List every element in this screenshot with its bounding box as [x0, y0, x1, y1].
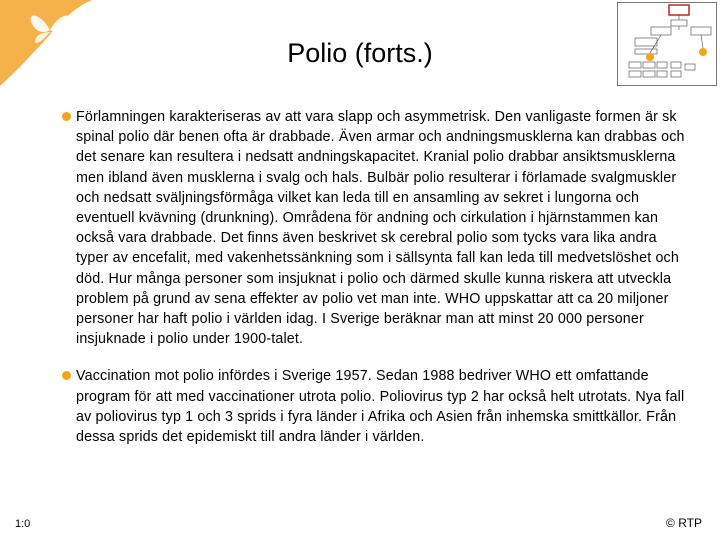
slide-title: Polio (forts.)	[287, 38, 433, 68]
slide-number: 1:0	[15, 518, 31, 530]
bullet-item	[62, 366, 687, 447]
bullet-dot-icon	[62, 371, 71, 380]
bullet-list	[62, 107, 687, 464]
bullet-text: Förlamningen karakteriseras av att vara slapp och asymmetrisk. Den vanligaste formen är sk spinal polio där benen ofta är drabbade. Även armar och andningsmusklerna kan drabbas och det senare kan resultera i nedsatt andningskapacitet. Kranial polio drabbar ansiktsmusklerna men ibland även musklerna i svalg och hals. Bulbär polio resulterar i förlamade svalgmuskler och nedsatt sväljningsförmåga vilket kan leda till en ansamling av sekret i lungorna och eventuell kvävning (drunkning). Områdena för andning och cirkulation i hjärnstammen kan också vara drabbade. Det finns även beskrivet sk cerebral polio som tycks vara lika andra typer av encefalit, med vakenhetssänkning som i sällsynta fall kan leda till medvetslöshet och död. Hur många personer som insjuknat i polio och därmed skulle kunna riskera att utveckla problem på grund av sena effekter av polio vet man inte. WHO uppskattar att ca 20 miljoner personer har haft polio i världen idag. I Sverige beräknar man att minst 20 000 personer insjuknade i polio under 1900-talet.	[76, 109, 685, 348]
flowchart-thumbnail-icon	[617, 2, 717, 86]
corner-decoration	[0, 0, 120, 100]
bullet-item	[62, 107, 687, 349]
bullet-text: Vaccination mot polio infördes i Sverige 1957. Sedan 1988 bedriver WHO ett omfattande program för att med vaccinationer utrota polio. Poliovirus typ 2 har också helt utrotats. Nya fall av poliovirus typ 1 och 3 sprids i fyra länder i Afrika och Asien från inhemska smittkällor. Från dessa sprids det epidemiskt till andra länder i världen.	[76, 368, 685, 446]
bullet-dot-icon	[62, 112, 71, 121]
copyright-text: © RTP	[666, 516, 702, 530]
